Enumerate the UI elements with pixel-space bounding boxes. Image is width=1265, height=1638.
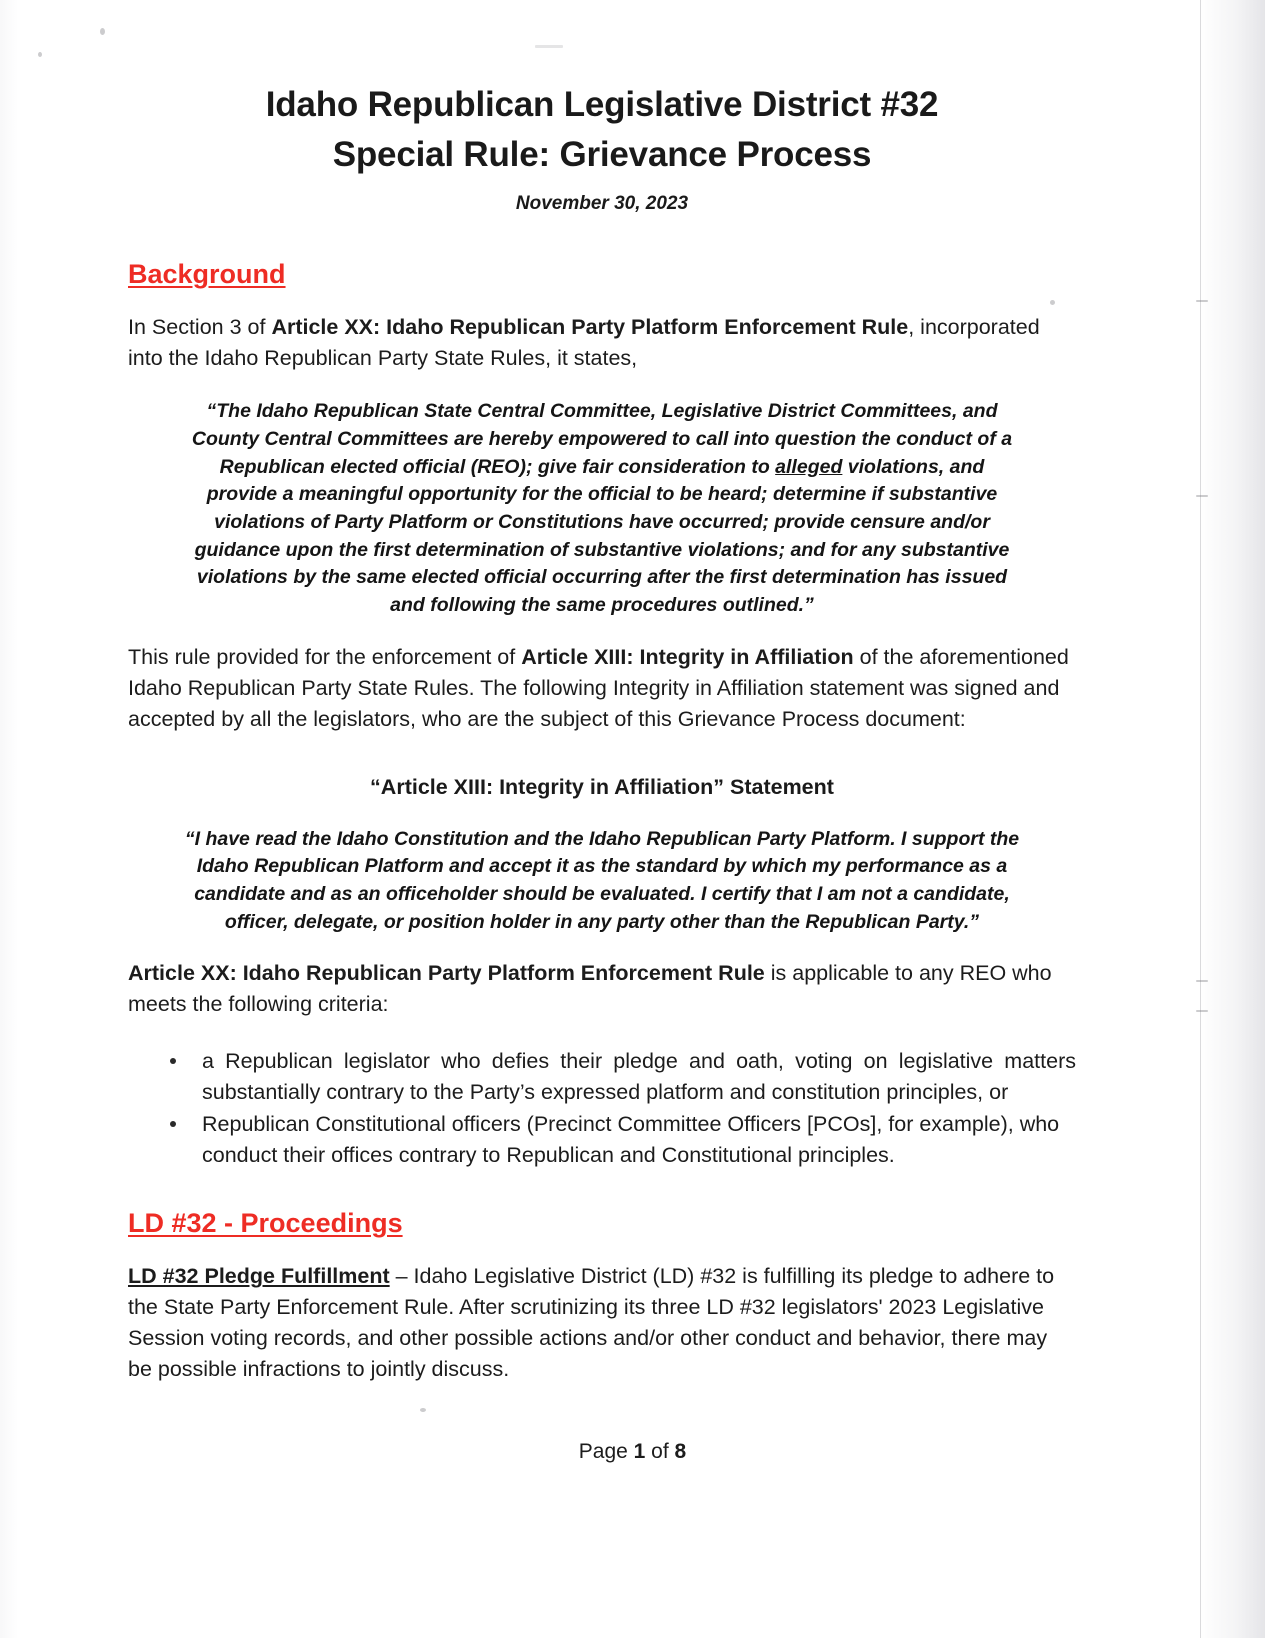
scan-speck [420, 1408, 426, 1412]
background-heading-wrapper [128, 259, 1076, 290]
footer-prefix: Page [578, 1440, 634, 1463]
criteria-item-text: Republican Constitutional officers (Precinct Committee Officers [PCOs], for example), who conduct their offices contrary to Republican and Constitutional principles. [202, 1112, 1060, 1167]
title-line-1: Idaho Republican Legislative District #32 [265, 85, 939, 124]
criteria-intro-suffix-text: is applicable to any REO who meets the following criteria: [128, 961, 1052, 1017]
intro-prefix-text: In Section 3 of [128, 315, 272, 340]
list-item [128, 1046, 1076, 1107]
title-line-2: Special Rule: Grievance Process [332, 134, 872, 174]
list-item [128, 1109, 1076, 1170]
pledge-fulfillment-label: LD #32 Pledge Fulfillment [128, 1264, 390, 1289]
proceedings-heading-wrapper [128, 1208, 1076, 1239]
page-footer [0, 1440, 1265, 1464]
criteria-intro-paragraph [128, 958, 1076, 1020]
article-xx-blockquote [128, 398, 1076, 620]
criteria-item-text: a Republican legislator who defies their pledge and oath, voting on legislative matters substantially contrary to the Party’s expressed platform and constitution principles, or [202, 1049, 1076, 1104]
pledge-fulfillment-paragraph [128, 1261, 1076, 1385]
footer-middle: of [645, 1440, 675, 1463]
scan-speck [1196, 980, 1208, 982]
criteria-list [128, 1046, 1076, 1170]
background-intro-paragraph [128, 312, 1076, 374]
integrity-affiliation-statement: “I have read the Idaho Constitution and the Idaho Republican Party Platform. I support the Idaho Republican Platform and accept it as the standard by which my performance as a candidate and as an officeholder should be evaluated. I certify that I am not a candidate, officer, delegate, or position holder in any party other than the Republican Party.” [184, 827, 1020, 933]
para2-prefix-text: This rule provided for the enforcement of [128, 644, 522, 669]
bullet-icon [170, 1121, 176, 1127]
statement-heading: “Article XIII: Integrity in Affiliation” Statement [370, 774, 834, 799]
scan-seam-line [1200, 0, 1201, 1638]
scan-speck [1196, 1010, 1208, 1012]
scan-speck [1196, 300, 1208, 302]
criteria-intro-bold-article-xx: Article XX: Idaho Republican Party Platform Enforcement Rule [128, 961, 765, 986]
scan-speck [1196, 495, 1208, 497]
article-xiii-paragraph [128, 642, 1076, 735]
para2-bold-article-xiii: Article XIII: Integrity in Affiliation [521, 644, 854, 669]
intro-bold-article-xx: Article XX: Idaho Republican Party Platform Enforcement Rule [271, 315, 909, 340]
page-title [128, 0, 1076, 179]
document-date: November 30, 2023 [515, 193, 689, 215]
quote-underlined-alleged: alleged [775, 455, 843, 478]
section-heading-proceedings: LD #32 - Proceedings [128, 1208, 403, 1239]
scan-edge-right [1199, 0, 1265, 1638]
footer-total-pages: 8 [674, 1440, 687, 1463]
quote-part-1: “The Idaho Republican State Central Committee, Legislative District Committees, and County Central Committees are hereby empowered to call into question the conduct of a Republican elected official (REO); give fair consideration to [191, 400, 1013, 478]
scan-speck [38, 52, 42, 57]
footer-current-page: 1 [633, 1440, 646, 1463]
bullet-icon [170, 1058, 176, 1064]
pledge-fulfillment-text: – Idaho Legislative District (LD) #32 is fulfilling its pledge to adhere to the State Party Enforcement Rule. After scrutinizing its three LD #32 legislators' 2023 Legislative Session voting records, and other possible actions and/or other conduct and behavior, there may be possible infractions to jointly discuss. [128, 1264, 1055, 1382]
quote-part-2: violations, and provide a meaningful opportunity for the official to be heard; determine if substantive violations of Party Platform or Constitutions have occurred; provide censure and/or guidance upon the first determination of substantive violations; and for any substantive violations by the same elected official occurring after the first determination has issued and following the same procedures outlined.” [194, 455, 1010, 617]
scan-edge-left [0, 0, 18, 1638]
document-content [128, 0, 1076, 1385]
para2-suffix-text: of the aforementioned Idaho Republican Party State Rules. The following Integrity in Affiliation statement was signed and accepted by all the legislators, who are the subject of this Grievance Process document: [128, 644, 1069, 731]
scan-speck [100, 28, 105, 35]
section-heading-background: Background [128, 259, 286, 290]
intro-suffix-text: , incorporated into the Idaho Republican Party State Rules, it states, [128, 315, 1040, 371]
